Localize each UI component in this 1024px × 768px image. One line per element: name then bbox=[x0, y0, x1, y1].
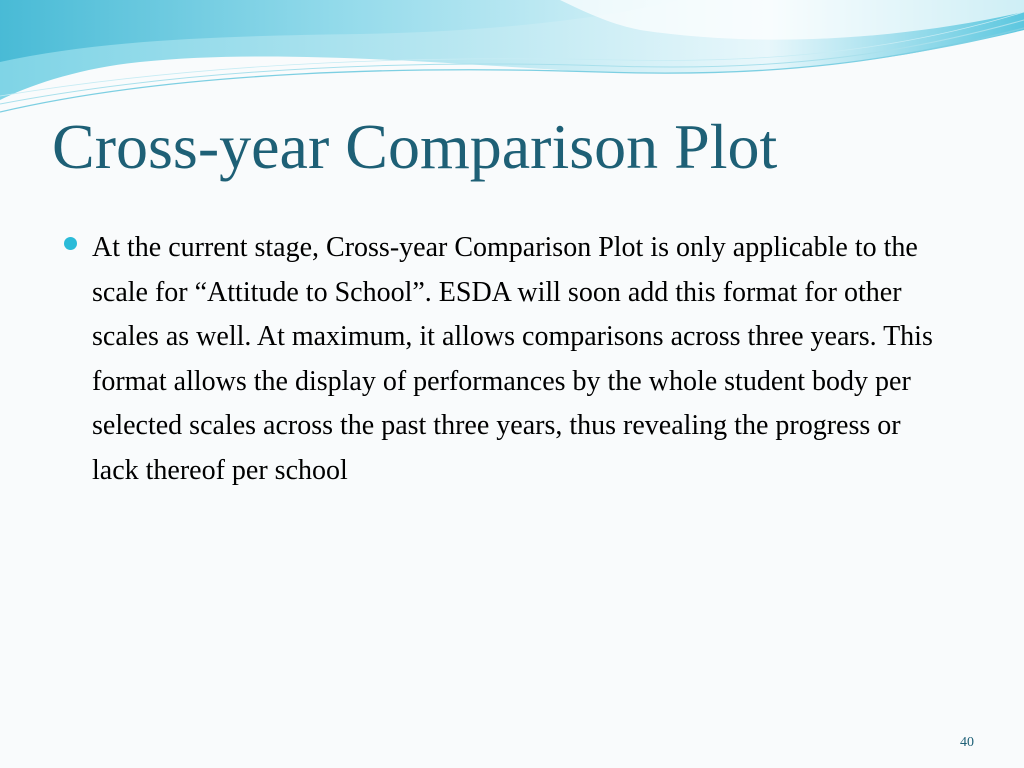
bullet-dot-icon bbox=[64, 237, 77, 250]
bullet-item bbox=[64, 226, 944, 493]
bullet-list bbox=[64, 226, 944, 493]
bullet-text: At the current stage, Cross-year Comparison Plot is only applicable to the scale for “Attitude to School”. ESDA will soon add this format for other scales as well. At maximum, it allows comparisons across three years. This format allows the display of performances by the whole student body per selected scales across the past three years, thus revealing the progress or lack thereof per school bbox=[92, 232, 933, 486]
slide-number: 40 bbox=[960, 735, 974, 750]
slide-title: Cross-year Comparison Plot bbox=[52, 111, 778, 182]
